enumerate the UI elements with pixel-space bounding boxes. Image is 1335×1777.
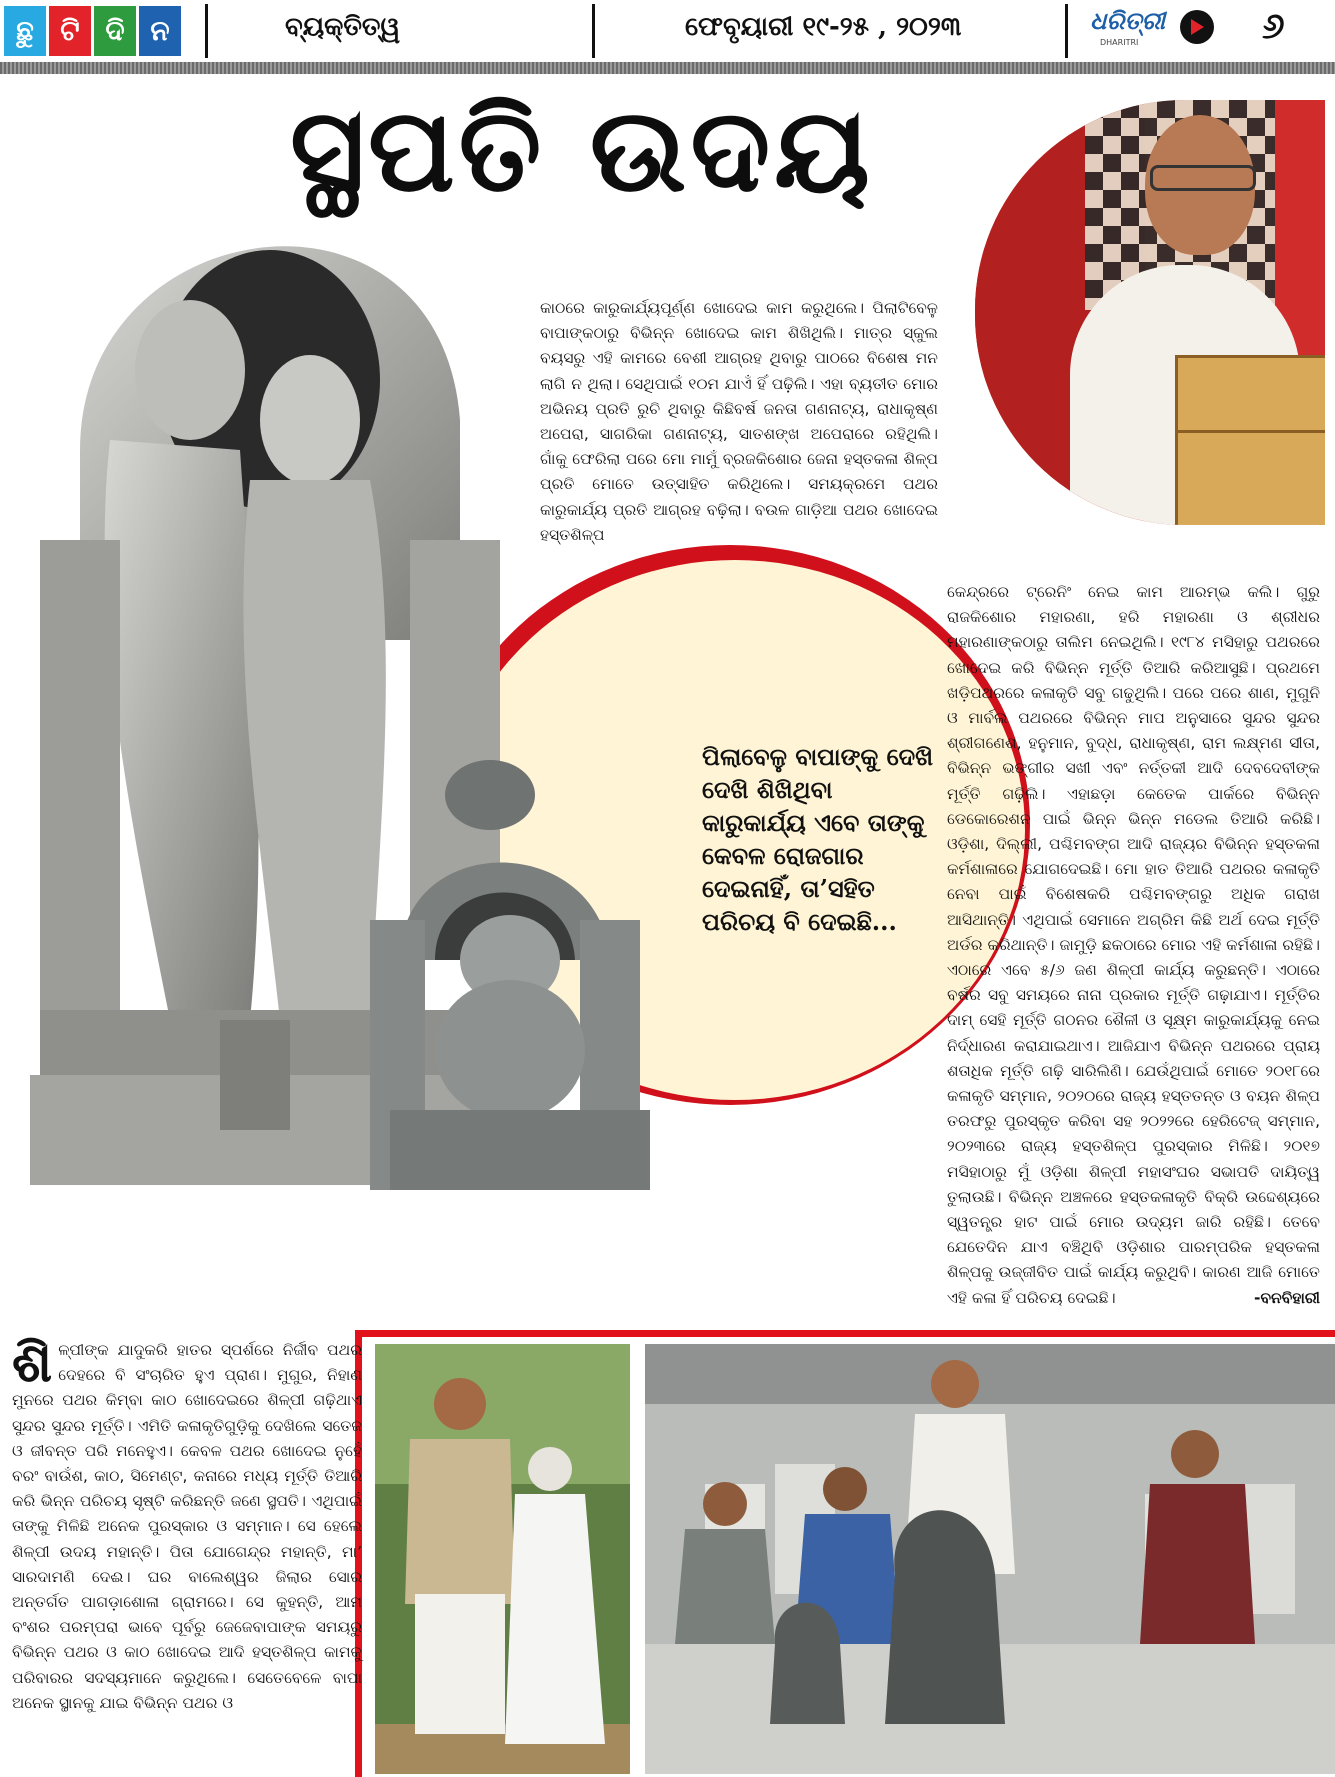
page-title: ସ୍ଥପତି ଉଦୟ [290,82,874,218]
portrait-photo [975,100,1325,525]
byline: -ବନବିହାରୀ [1254,1288,1320,1307]
header-divider [205,4,208,58]
header-rule [0,62,1335,74]
masthead-letter: ନ [139,6,181,56]
section-rule [355,1330,1335,1337]
brand-subtitle: DHARITRI [1100,38,1139,47]
article-paragraph-main-text: କେନ୍ଦ୍ରରେ ଟ୍ରେନିଂ ନେଇ କାମ ଆରମ୍ଭ କଲି। ଗୁରୁ ରାଜକିଶୋର ମହାରଣା, ହରି ମହାରଣା ଓ ଶ୍ରୀଧର ମହାରଣାଙ୍କଠାରୁ ତାଲିମ ନେଇଥିଲି। ୧୯୮୪ ମସିହାରୁ ପଥରରେ ଖୋଦେଇ କରି ବିଭିନ୍ନ ମୂର୍ତ୍ତି ତିଆରି କରିଆସୁଛି। ପ୍ରଥମେ ଖଡ଼ିପଥରରେ କଳାକୃତି ସବୁ ଗଢୁଥିଲି। ପରେ ପରେ ଶାଣ, ମୁଗୁନି ଓ ମାର୍ବଲ ପଥରରେ ବିଭିନ୍ନ ମାପ ଅନୁସାରେ ସୁନ୍ଦର ସୁନ୍ଦର ଶ୍ରୀଗଣେଶ, ହନୁମାନ, ବୁଦ୍ଧ, ରାଧାକୃଷ୍ଣ, ରାମ ଲକ୍ଷ୍ମଣ ସୀତା, ବିଭିନ୍ନ ଭଙ୍ଗୀର ସଖୀ ଏବଂ ନର୍ତ୍ତକୀ ଆଦି ଦେବଦେବୀଙ୍କ ମୂର୍ତ୍ତି ଗଢ଼ିଲି। ଏହାଛଡ଼ା କେତେକ ପାର୍କରେ ବିଭିନ୍ନ ଡେକୋରେଶନ ପାଇଁ ଭିନ୍ନ ଭିନ୍ନ ମଡେଲ ତିଆରି କରିଛି। ଓଡ଼ିଶା, ଦିଲ୍ଲୀ, ପଶ୍ଚିମବଙ୍ଗ ଆଦି ରାଜ୍ୟର ବିଭିନ୍ନ ହସ୍ତକଳା କର୍ମଶାଳାରେ ଯୋଗଦେଇଛି। ମୋ ହାତ ତିଆରି ପଥରର କଳାକୃତି ନେବା ପାଇଁ ବିଶେଷକରି ପଶ୍ଚିମବଙ୍ଗରୁ ଅଧିକ ଗରାଖ ଆସିଥାନ୍ତି। ଏଥିପାଇଁ ସେମାନେ ଅଗ୍ରିମ କିଛି ଅର୍ଥ ଦେଇ ମୂର୍ତ୍ତି ଅର୍ଡର କରିଥାନ୍ତି। ଜାମୁଡ଼ି ଛକଠାରେ ମୋର ଏହି କର୍ମଶାଳା ରହିଛି। ଏଠାରେ ଏବେ ୫/୬ ଜଣ ଶିଳ୍ପୀ କାର୍ଯ୍ୟ କରୁଛନ୍ତି। ଏଠାରେ ବର୍ଷର ସବୁ ସମୟରେ ନାନା ପ୍ରକାର ମୂର୍ତ୍ତି ଗଢ଼ାଯାଏ। ମୂର୍ତ୍ତିର ଦାମ୍ ସେହି ମୂର୍ତ୍ତି ଗଠନର ଶୈଳୀ ଓ ସୂକ୍ଷ୍ମ କାରୁକାର୍ଯ୍ୟକୁ ନେଇ ନିର୍ଦ୍ଧାରଣ କରାଯାଇଥାଏ। ଆଜିଯାଏ ବିଭିନ୍ନ ପଥରରେ ପ୍ରାୟ ଶତାଧିକ ମୂର୍ତ୍ତି ଗଢ଼ି ସାରିଲିଣି। ଯେଉଁଥିପାଇଁ ମୋତେ ୨୦୧୮ରେ କଳାକୃତି ସମ୍ମାନ, ୨୦୨୦ରେ ରାଜ୍ୟ ହସ୍ତତନ୍ତ ଓ ବୟନ ଶିଳ୍ପ ତରଫରୁ ପୁରସ୍କୃତ କରିବା ସହ ୨୦୨୨ରେ ହେରିଟେଜ୍ ସମ୍ମାନ, ୨୦୨୩ରେ ରାଜ୍ୟ ହସ୍ତଶିଳ୍ପ ପୁରସ୍କାର ମିଳିଛି। ୨୦୧୭ ମସିହାଠାରୁ ମୁଁ ଓଡ଼ିଶା ଶିଳ୍ପୀ ମହାସଂଘର ସଭାପତି ଦାୟିତ୍ୱ ତୁଲାଉଛି। ବିଭିନ୍ନ ଅଞ୍ଚଳରେ ହସ୍ତକଳାକୃତି ବିକ୍ରି ଉଦ୍ଦେଶ୍ୟରେ ସ୍ୱତନ୍ତ୍ର ହାଟ ପାଇଁ ମୋର ଉଦ୍ୟମ ଜାରି ରହିଛି। ତେବେ ଯେତେଦିନ ଯାଏ ବଞ୍ଚିଥିବି ଓଡ଼ିଶାର ପାରମ୍ପରିକ ହସ୍ତକଳା ଶିଳ୍ପକୁ ଉଜ୍ଜୀବିତ ପାଇଁ କାର୍ଯ୍ୟ କରୁଥିବି। କାରଣ ଆଜି ମୋତେ ଏହି କଳା ହିଁ ପରିଚୟ ଦେଇଛି। [947,583,1320,1307]
page-header [0,0,1335,62]
article-paragraph-intro: କାଠରେ କାରୁକାର୍ଯ୍ୟପୂର୍ଣ୍ଣ ଖୋଦେଇ କାମ କରୁଥିଲେ। ପିଲାଟିବେଳୁ ବାପାଙ୍କଠାରୁ ବିଭିନ୍ନ ଖୋଦେଇ କାମ ଶିଖିଥିଲି। ମାତ୍ର ସ୍କୁଲ ବୟସରୁ ଏହି କାମରେ ବେଶୀ ଆଗ୍ରହ ଥିବାରୁ ପାଠରେ ବିଶେଷ ମନ ଲାଗି ନ ଥିଲା। ସେଥିପାଇଁ ୧୦ମ ଯାଏଁ ହିଁ ପଢ଼ିଲି। ଏହା ବ୍ୟତୀତ ମୋର ଅଭିନୟ ପ୍ରତି ରୁଚି ଥିବାରୁ କିଛିବର୍ଷ ଜନତା ଗଣନାଟ୍ୟ, ରାଧାକୃଷ୍ଣ ଅପେରା, ସାଗରିକା ଗଣନାଟ୍ୟ, ସାତଶଙ୍ଖ ଅପେରାରେ ରହିଥିଲି। ଗାଁକୁ ଫେରିଲା ପରେ ମୋ ମାମୁଁ ବ୍ରଜକିଶୋର ଜେନା ହସ୍ତକଳା ଶିଳ୍ପ ପ୍ରତି ମୋତେ ଉତ୍ସାହିତ କରିଥିଲେ। ସମୟକ୍ରମେ ପଥର କାରୁକାର୍ଯ୍ୟ ପ୍ରତି ଆଗ୍ରହ ବଢ଼ିଲା। ବଉଳ ଗାଡ଼ିଆ ପଥର ଖୋଦେଇ ହସ୍ତଶିଳ୍ପ [540,299,938,544]
brand-logo: ଧରିତ୍ରୀ [1090,6,1165,35]
section-label: ବ୍ୟକ୍ତିତ୍ୱ [285,12,401,42]
play-icon [1180,10,1214,44]
masthead-letter: ଛୁ [4,6,46,56]
article-paragraph-lead [12,1330,362,1716]
pull-quote: ପିଲାବେଳୁ ବାପାଙ୍କୁ ଦେଖି ଦେଖି ଶିଖିଥିବା କାରୁକାର୍ଯ୍ୟ ଏବେ ତାଙ୍କୁ କେବଳ ରୋଜଗାର ଦେଇନାହିଁ, ତା’ସହିତ ପରିଚୟ ବି ଦେଇଛି... [702,742,934,936]
header-divider [1065,4,1068,58]
workshop-photo [645,1344,1335,1774]
drop-cap: ଶି [12,1330,53,1394]
page-number: ୬ [1262,6,1285,47]
header-divider [592,4,595,58]
masthead-logo [4,6,181,56]
issue-date: ଫେବୃୟାରୀ ୧୯-୨୫ , ୨୦୨୩ [685,12,962,42]
masthead-letter: ଟି [49,6,91,56]
ganesha-sculpture-photo [370,760,675,1190]
article-paragraph-main [947,580,1320,1311]
masthead-letter: ଦି [94,6,136,56]
family-photo [375,1344,630,1774]
article-paragraph-lead-text: ଳ୍ପୀଙ୍କ ଯାଦୁକରି ହାତର ସ୍ପର୍ଶରେ ନିର୍ଜୀବ ପଥର ଦେହରେ ବି ସଂଚାରିତ ହୁଏ ପ୍ରାଣ। ମୁଗୁର, ନିହାଣ ମୁନରେ ପଥର କିମ୍ବା କାଠ ଖୋଦେଇରେ ଶିଳ୍ପୀ ଗଢ଼ିଥାଏ ସୁନ୍ଦର ସୁନ୍ଦର ମୂର୍ତ୍ତି। ଏମିତି କଳାକୃତିଗୁଡ଼ିକୁ ଦେଖିଲେ ସତେଜ ଓ ଜୀବନ୍ତ ପରି ମନେହୁଏ। କେବଳ ପଥର ଖୋଦେଇ ନୁହେଁ ବରଂ ବାଉଁଶ, କାଠ, ସିମେଣ୍ଟ, କନାରେ ମଧ୍ୟ ମୂର୍ତ୍ତି ତିଆରି କରି ଭିନ୍ନ ପରିଚୟ ସୃଷ୍ଟି କରିଛନ୍ତି ଜଣେ ସ୍ଥପତି। ଏଥିପାଇଁ ତାଙ୍କୁ ମିଳିଛି ଅନେକ ପୁରସ୍କାର ଓ ସମ୍ମାନ। ସେ ହେଲେ ଶିଳ୍ପୀ ଉଦୟ ମହାନ୍ତି। ପିତା ଯୋଗେନ୍ଦ୍ର ମହାନ୍ତି, ମା’ ସାରଦାମଣି ଦେଈ। ଘର ବାଲେଶ୍ୱର ଜିଲାର ସୋର ଅନ୍ତର୍ଗତ ପାଗଡ଼ାଶୋଳା ଗ୍ରାମରେ। ସେ କୁହନ୍ତି, ଆମ ବଂଶର ପରମ୍ପରା ଭାବେ ପୂର୍ବରୁ ଜେଜେବାପାଙ୍କ ସମୟରୁ ବିଭିନ୍ନ ପଥର ଓ କାଠ ଖୋଦେଇ ଆଦି ହସ୍ତଶିଳ୍ପ କାମକୁ ପରିବାରର ସଦସ୍ୟମାନେ କରୁଥିଲେ। ସେତେବେଳେ ବାପା ଅନେକ ସ୍ଥାନକୁ ଯାଇ ବିଭିନ୍ନ ପଥର ଓ [12,1341,362,1712]
